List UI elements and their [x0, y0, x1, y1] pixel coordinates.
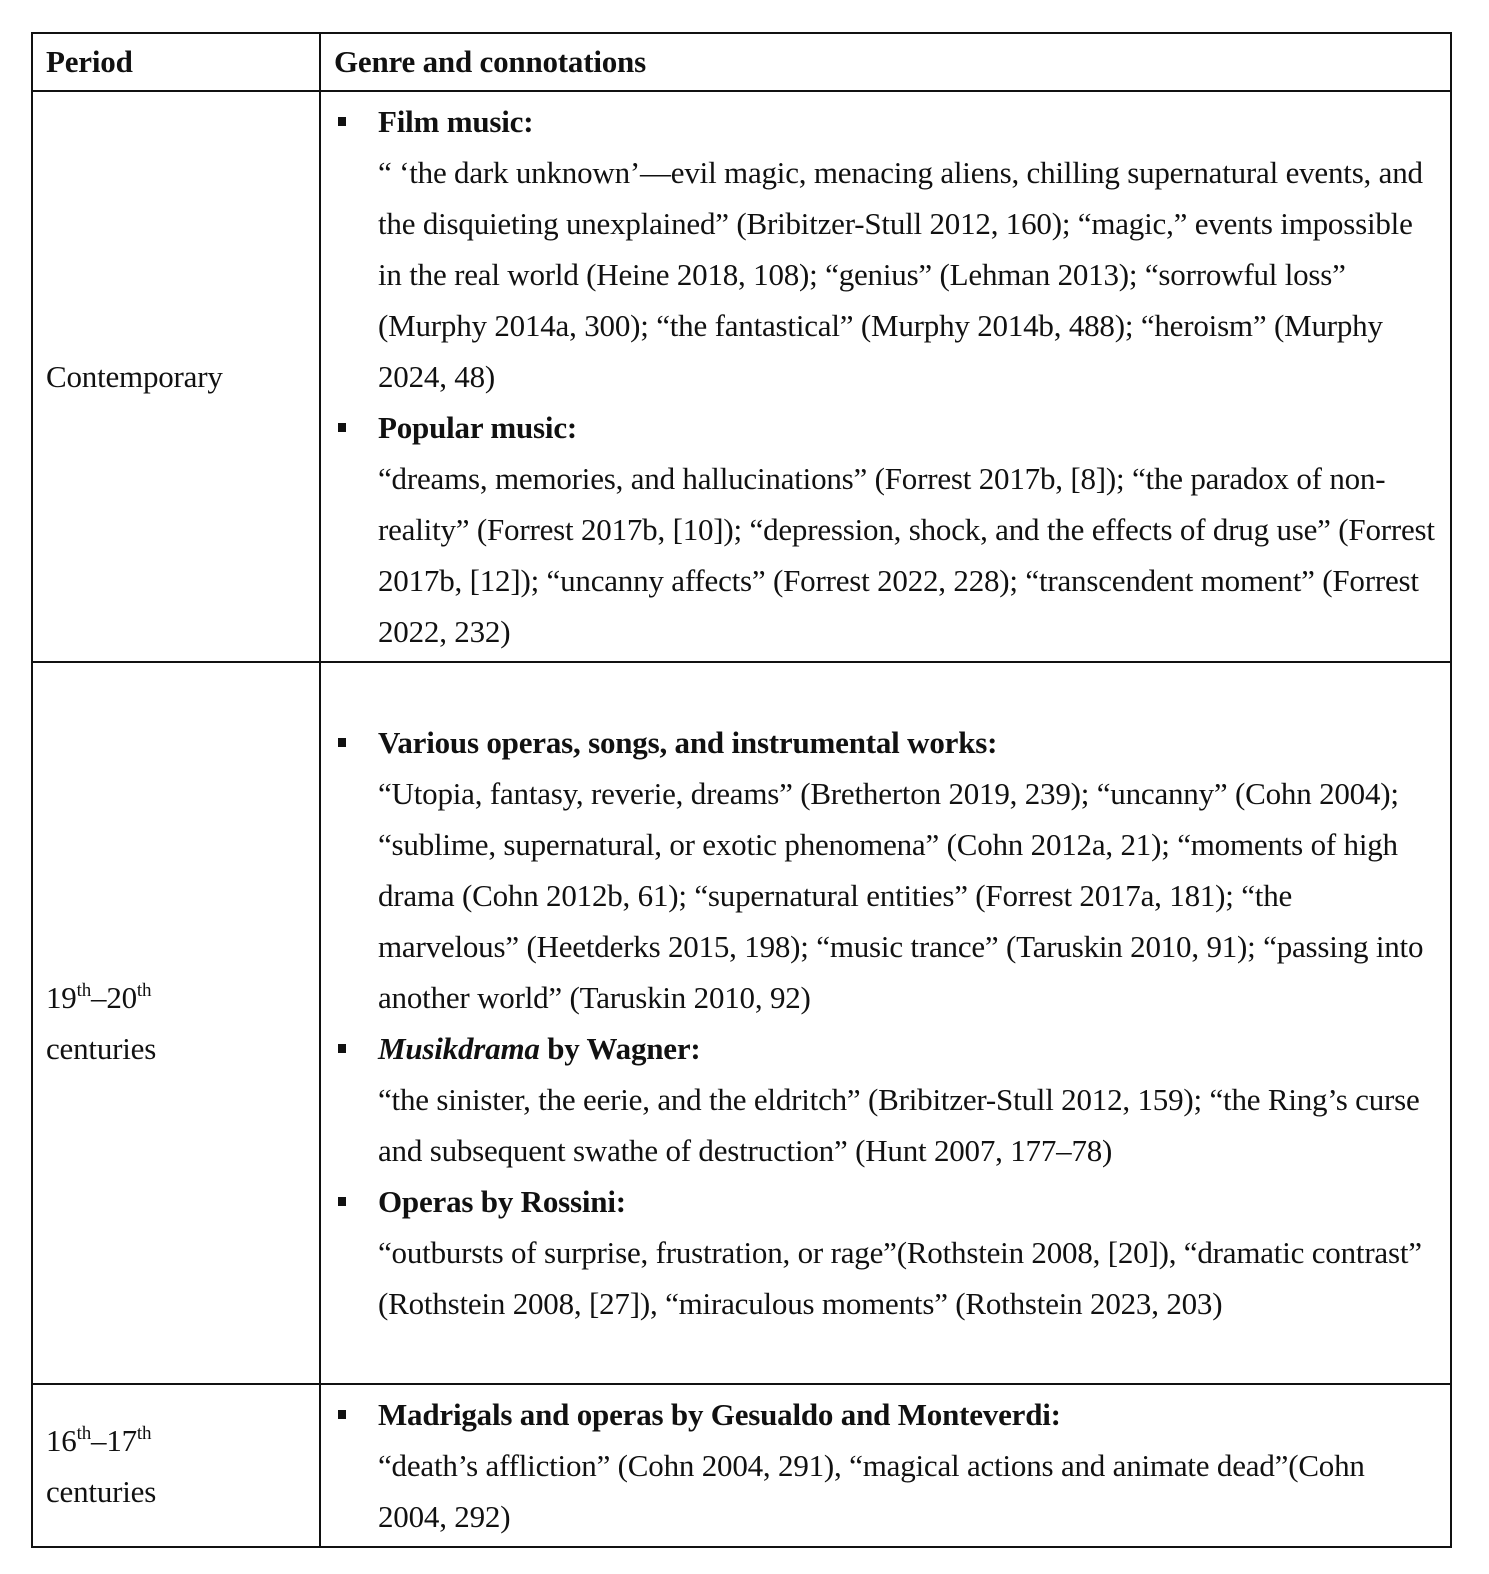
period-cell	[32, 1384, 320, 1547]
period-cell	[32, 91, 320, 662]
bullet-icon	[338, 1197, 346, 1206]
bullet-icon	[338, 423, 346, 432]
genre-connotations: “ ‘the dark unknown’—evil magic, menacing aliens, chilling supernatural events, and the disquieting unexplained” (Bribitzer-Stull 2012, 160); “magic,” events impossible in the real world (Heine 2018, 108); “genius” (Lehman 2013); “sorrowful loss” (Murphy 2014a, 300); “the fantastical” (Murphy 2014b, 488); “heroism” (Murphy 2024, 48)	[378, 155, 1423, 394]
genre-connotations: “outbursts of surprise, frustration, or rage”(Rothstein 2008, [20]), “dramatic contrast” (Rothstein 2008, [27]), “miraculous moments” (Rothstein 2023, 203)	[378, 1235, 1422, 1321]
genre-title: Various operas, songs, and instrumental works:	[378, 725, 998, 760]
header-period: Period	[32, 33, 320, 91]
genre-title-italic: Musikdrama	[378, 1031, 540, 1066]
period-cell	[32, 662, 320, 1384]
genre-connotations: “dreams, memories, and hallucinations” (Forrest 2017b, [8]); “the paradox of non-reality” (Forrest 2017b, [10]); “depression, shock, and the effects of drug use” (Forrest 2017b, [12]); “uncanny affects” (Forrest 2022, 228); “transcendent moment” (Forrest 2022, 232)	[378, 461, 1435, 649]
genres-cell	[320, 91, 1451, 662]
genre-item	[334, 717, 1436, 1023]
header-genre: Genre and connotations	[320, 33, 1451, 91]
genre-title: Film music:	[378, 104, 534, 139]
period-unit: centuries	[46, 1031, 157, 1066]
genre-title: Operas by Rossini:	[378, 1184, 626, 1219]
genre-title-rest: by Wagner:	[539, 1031, 701, 1066]
period-end-suffix: th	[136, 980, 152, 1001]
genre-connotations: “Utopia, fantasy, reverie, dreams” (Bretherton 2019, 239); “uncanny” (Cohn 2004); “sublime, supernatural, or exotic phenomena” (Cohn 2012a, 21); “moments of high drama (Cohn 2012b, 61); “supernatural entities” (Forrest 2017a, 181); “the marvelous” (Heetderks 2015, 198); “music trance” (Taruskin 2010, 91); “passing into another world” (Taruskin 2010, 92)	[378, 776, 1424, 1015]
header-row	[32, 33, 1451, 91]
table-row	[32, 91, 1451, 662]
bullet-icon	[338, 1044, 346, 1053]
genre-title	[378, 1023, 1436, 1074]
bullet-icon	[338, 738, 346, 747]
genre-item	[334, 1389, 1436, 1542]
genre-title: Madrigals and operas by Gesualdo and Monteverdi:	[378, 1397, 1061, 1432]
bullet-icon	[338, 1410, 346, 1419]
period-unit: centuries	[46, 1473, 157, 1509]
genre-item	[334, 96, 1436, 402]
genres-cell	[320, 1384, 1451, 1547]
bullet-icon	[338, 117, 346, 126]
period-label: Contemporary	[46, 359, 223, 394]
table-row	[32, 1384, 1451, 1547]
genre-item	[334, 1023, 1436, 1176]
period-end: 20	[106, 980, 137, 1015]
connotations-table	[31, 32, 1452, 1548]
period-start-suffix: th	[76, 980, 91, 1001]
period-separator: –	[91, 980, 107, 1015]
period-end: 17	[106, 1422, 137, 1458]
genre-title: Popular music:	[378, 410, 578, 445]
period-start: 19	[46, 980, 77, 1015]
period-separator: –	[91, 1422, 107, 1458]
table-row	[32, 662, 1451, 1384]
genre-connotations: “the sinister, the eerie, and the eldritch” (Bribitzer-Stull 2012, 159); “the Ring’s curse and subsequent swathe of destruction” (Hunt 2007, 177–78)	[378, 1082, 1420, 1168]
genre-item	[334, 402, 1436, 657]
period-start-suffix: th	[76, 1422, 91, 1444]
genre-connotations: “death’s affliction” (Cohn 2004, 291), “magical actions and animate dead”(Cohn 2004, 292)	[378, 1448, 1365, 1534]
genre-item	[334, 1176, 1436, 1329]
period-start: 16	[46, 1422, 77, 1458]
genres-cell	[320, 662, 1451, 1384]
period-end-suffix: th	[136, 1422, 152, 1444]
